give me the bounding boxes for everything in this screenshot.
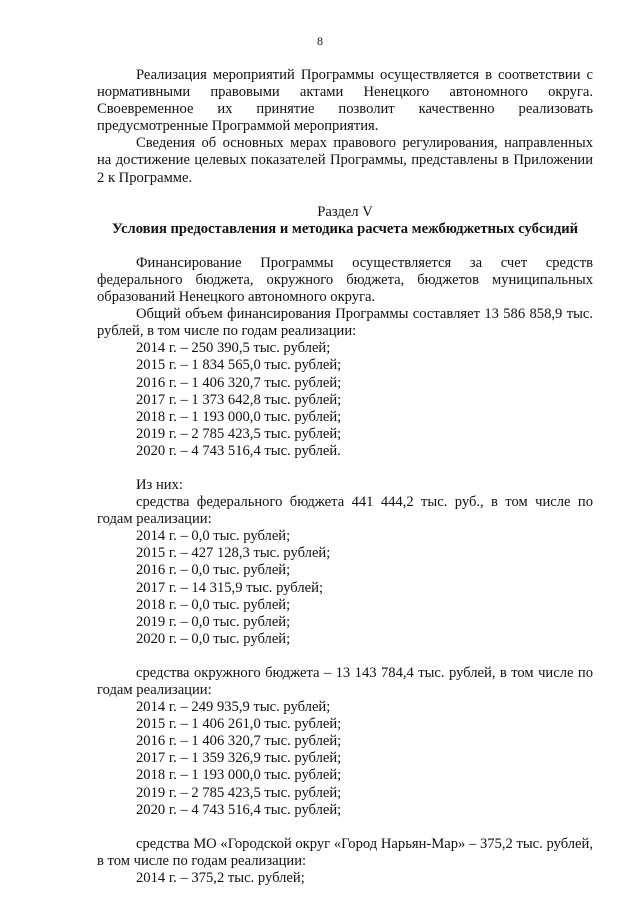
spacer	[97, 238, 593, 255]
spacer	[97, 648, 593, 665]
list-item: 2018 г. – 0,0 тыс. рублей;	[136, 596, 291, 613]
financing-total-paragraph: Общий объем финансирования Программы составляет 13 586 858,9 тыс. рублей, в том числе по годам реализации:	[97, 306, 593, 340]
list-item: 2016 г. – 1 406 320,7 тыс. рублей;	[136, 374, 342, 391]
page-number: 8	[317, 34, 323, 48]
list-item: 2014 г. – 0,0 тыс. рублей;	[136, 528, 291, 545]
section-title: Условия предоставления и методика расчета межбюджетных субсидий	[111, 220, 579, 237]
list-item: 2015 г. – 427 128,3 тыс. рублей;	[136, 545, 331, 562]
list-item: 2014 г. – 249 935,9 тыс. рублей;	[136, 699, 331, 716]
of-them-label: Из них:	[136, 476, 183, 493]
list-item: 2020 г. – 0,0 тыс. рублей;	[136, 630, 291, 647]
spacer	[97, 819, 593, 836]
list-item: 2020 г. – 4 743 516,4 тыс. рублей.	[136, 442, 341, 459]
intro-paragraph-1: Реализация мероприятий Программы осуществляется в соответствии с нормативными правовыми актами Ненецкого автономного округа. Своевременное их принятие позволит качественно реализовать предусмотренные Программой мероприятия.	[97, 67, 593, 135]
district-budget-paragraph: средства окружного бюджета – 13 143 784,4 тыс. рублей, в том числе по годам реализации:	[97, 664, 593, 698]
list-item: 2015 г. – 1 834 565,0 тыс. рублей;	[136, 357, 342, 374]
list-item: 2018 г. – 1 193 000,0 тыс. рублей;	[136, 767, 342, 784]
page-body	[97, 67, 593, 887]
spacer	[97, 187, 593, 204]
municipal-years-list	[97, 870, 593, 887]
list-item: 2015 г. – 1 406 261,0 тыс. рублей;	[136, 716, 342, 733]
list-item: 2016 г. – 1 406 320,7 тыс. рублей;	[136, 733, 342, 750]
intro-paragraph-2: Сведения об основных мерах правового регулирования, направленных на достижение целевых показателей Программы, представлены в Приложении 2 к Программе.	[97, 135, 593, 186]
list-item: 2017 г. – 14 315,9 тыс. рублей;	[136, 579, 323, 596]
list-item: 2017 г. – 1 359 326,9 тыс. рублей;	[136, 750, 342, 767]
list-item: 2016 г. – 0,0 тыс. рублей;	[136, 562, 291, 579]
list-item: 2019 г. – 2 785 423,5 тыс. рублей;	[136, 425, 342, 442]
list-item: 2020 г. – 4 743 516,4 тыс. рублей;	[136, 801, 342, 818]
list-item: 2018 г. – 1 193 000,0 тыс. рублей;	[136, 408, 342, 425]
list-item: 2019 г. – 2 785 423,5 тыс. рублей;	[136, 784, 342, 801]
list-item: 2014 г. – 375,2 тыс. рублей;	[136, 869, 305, 886]
municipal-budget-paragraph: средства МО «Городской округ «Город Нарьян-Мар» – 375,2 тыс. рублей, в том числе по годам реализации:	[97, 835, 593, 869]
financing-sources-paragraph: Финансирование Программы осуществляется за счет средств федерального бюджета, окружного бюджета, бюджетов муниципальных образований Ненецкого автономного округа.	[97, 254, 593, 306]
list-item: 2019 г. – 0,0 тыс. рублей;	[136, 613, 291, 630]
list-item: 2017 г. – 1 373 642,8 тыс. рублей;	[136, 391, 342, 408]
section-label: Раздел V	[317, 203, 373, 220]
district-years-list	[97, 699, 593, 819]
list-item: 2014 г. – 250 390,5 тыс. рублей;	[136, 340, 331, 357]
federal-budget-paragraph: средства федерального бюджета 441 444,2 тыс. руб., в том числе по годам реализации:	[97, 494, 593, 528]
total-years-list	[97, 340, 593, 460]
federal-years-list	[97, 528, 593, 648]
spacer	[97, 460, 593, 477]
